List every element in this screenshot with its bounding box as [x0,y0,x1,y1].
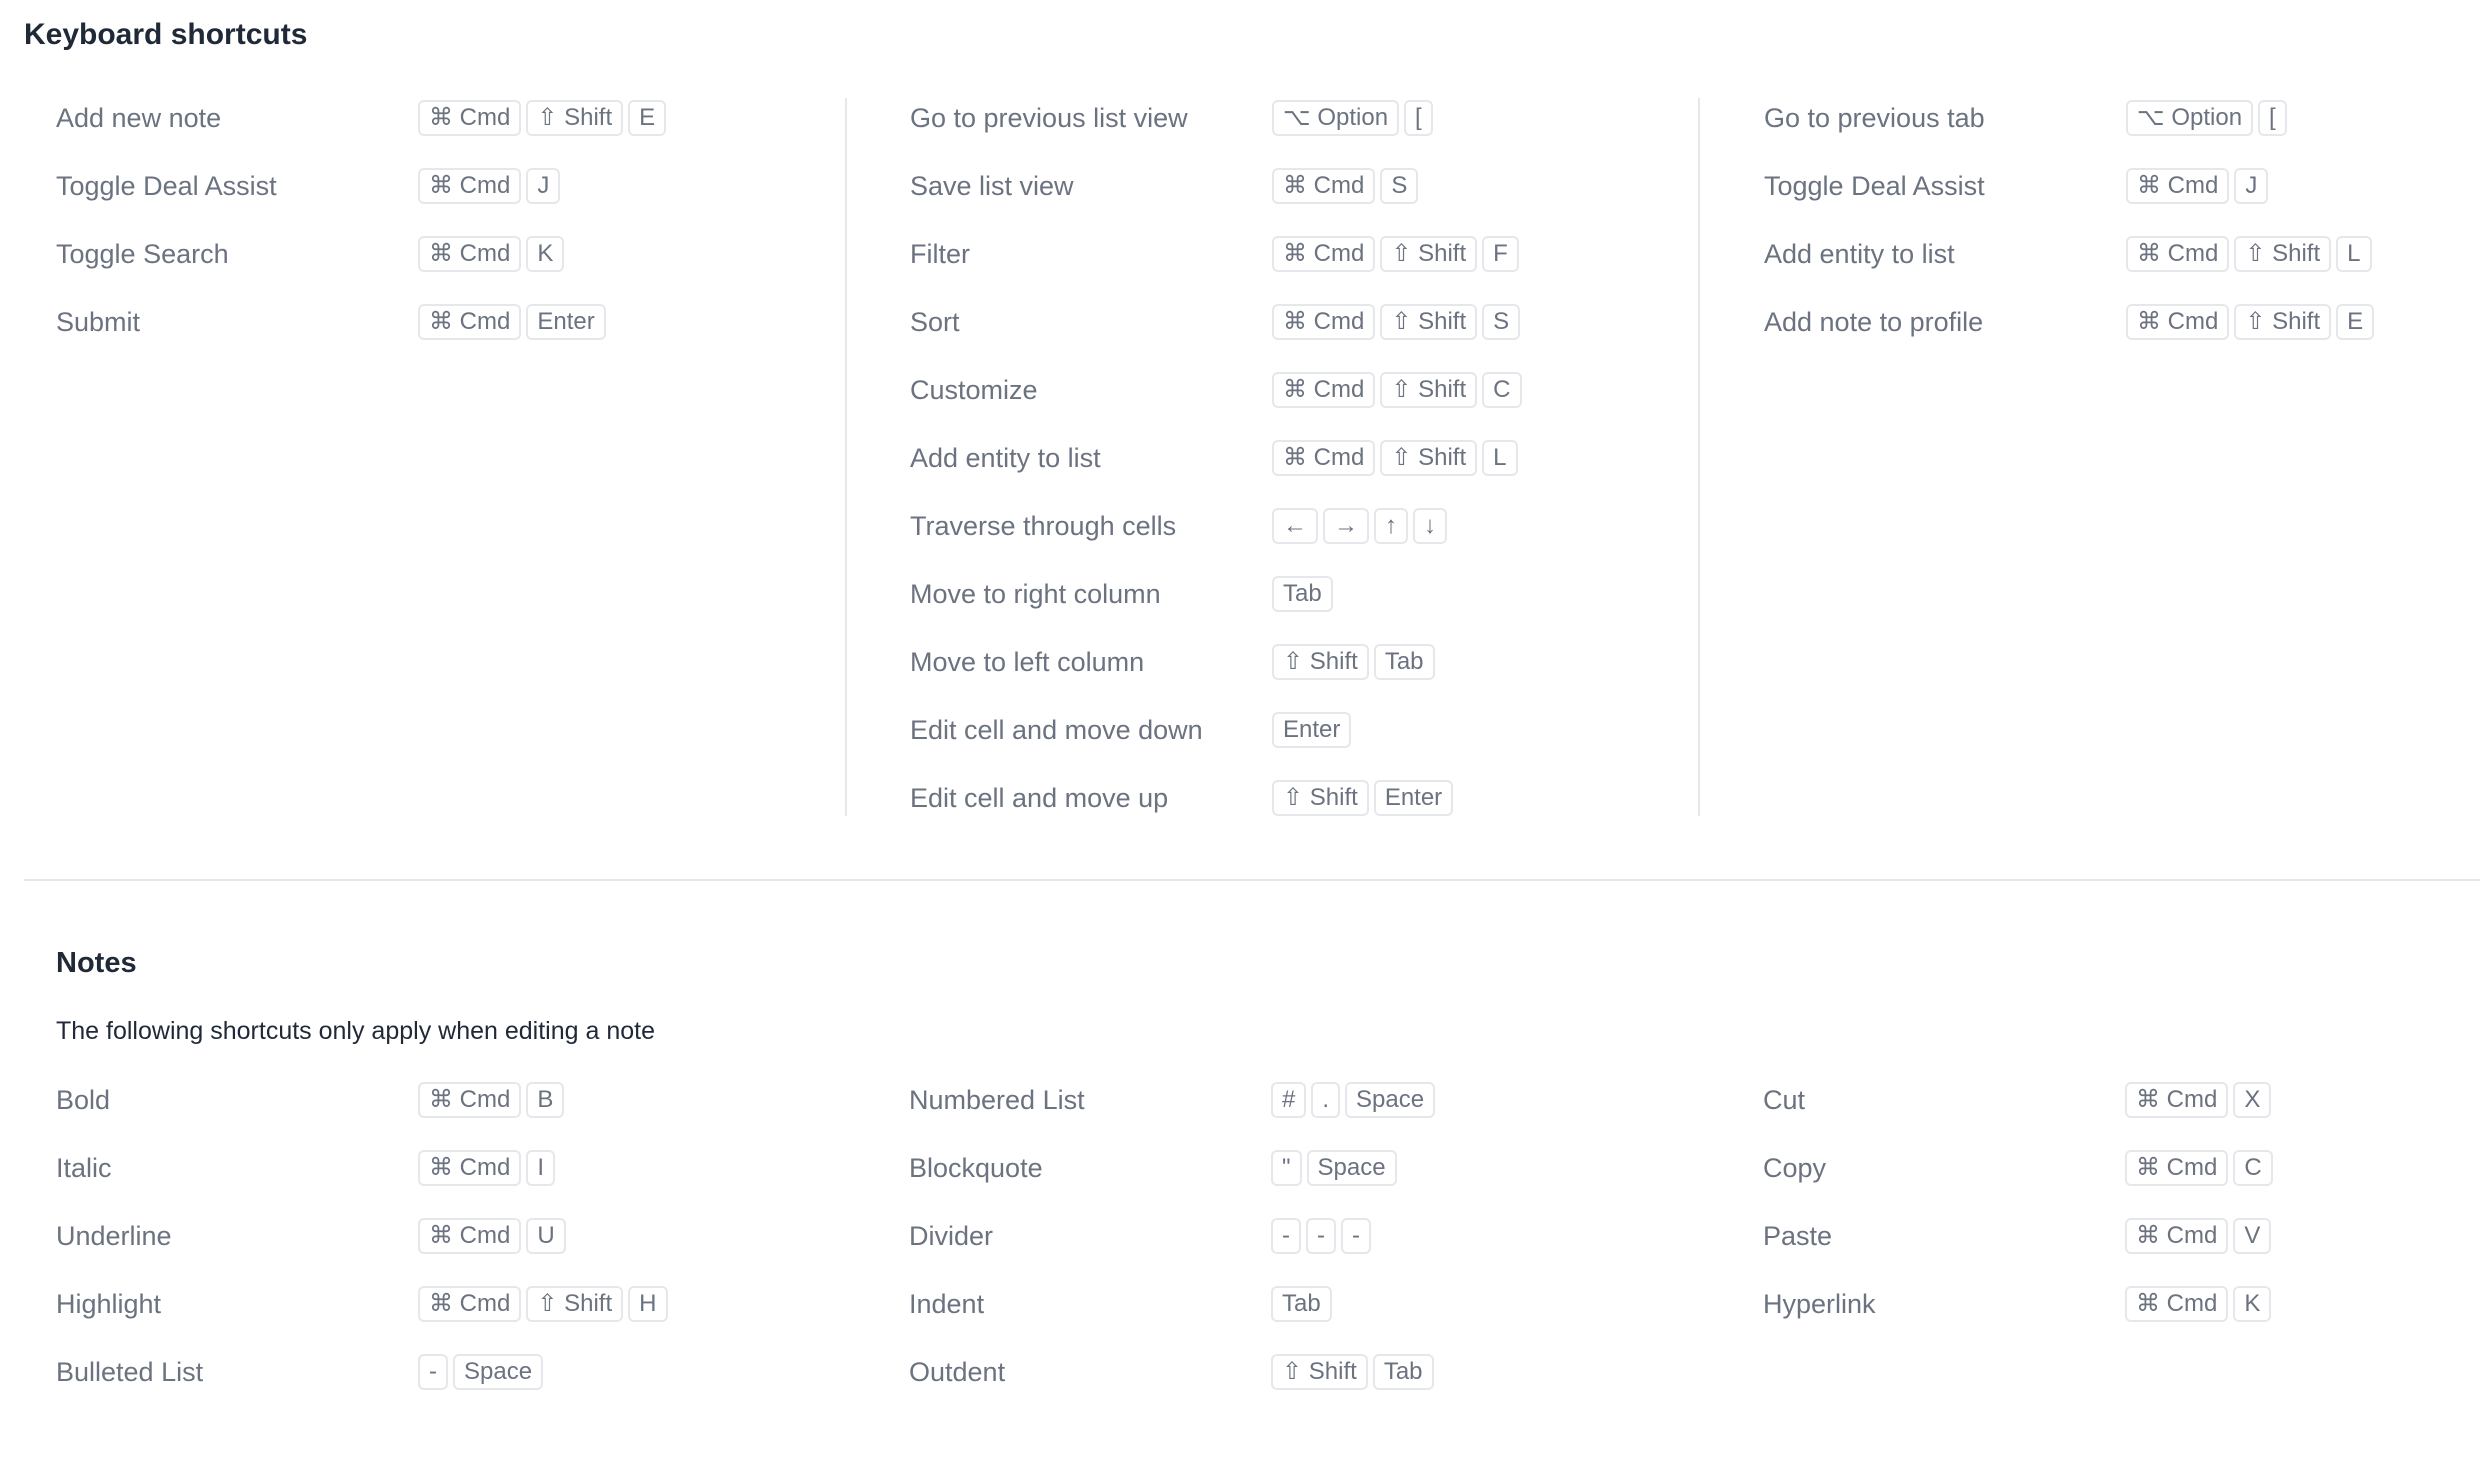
key-cmd: ⌘ Cmd [1272,236,1375,272]
shortcut-keys [1271,1148,1397,1186]
shortcut-label: Blockquote [909,1153,1043,1183]
key-f: F [1482,236,1519,272]
key-e: E [2336,304,2374,340]
shortcut-keys [418,234,564,272]
shortcut-label: Bulleted List [56,1357,204,1387]
key-symbol: . [1311,1082,1340,1118]
shortcut-keys [2125,1080,2271,1118]
key-cmd: ⌘ Cmd [418,168,521,204]
key-l: L [1482,440,1517,476]
key-cmd: ⌘ Cmd [418,1218,521,1254]
shortcut-keys [418,166,560,204]
key-cmd: ⌘ Cmd [418,1082,521,1118]
shortcut-label: Indent [909,1289,985,1319]
key-tab: Tab [1373,1354,1434,1390]
section-divider [24,879,2480,881]
shortcut-row [909,1352,1689,1420]
shortcut-label: Add entity to list [1764,239,1955,269]
key-symbol: [ [1404,100,1433,136]
key-i: I [526,1150,555,1186]
key-symbol: - [418,1354,448,1390]
shortcut-row [1764,234,2480,302]
notes-section-title: Notes [56,947,137,979]
key-shift: ⇧ Shift [1271,1354,1368,1390]
shortcut-keys [2126,166,2268,204]
key-cmd: ⌘ Cmd [418,100,521,136]
shortcut-row [56,1284,836,1352]
key-option: ⌥ Option [2126,100,2253,136]
page-title: Keyboard shortcuts [24,18,308,51]
shortcut-label: Edit cell and move down [910,715,1203,745]
shortcut-keys [1271,1352,1434,1390]
key-l: L [2336,236,2371,272]
key-arrow-left: ← [1272,508,1318,544]
shortcut-label: Save list view [910,171,1074,201]
shortcut-row [1764,302,2480,370]
key-arrow-right: → [1323,508,1369,544]
key-symbol: " [1271,1150,1302,1186]
key-v: V [2233,1218,2271,1254]
shortcut-row [56,234,836,302]
key-cmd: ⌘ Cmd [1272,372,1375,408]
shortcut-keys [1272,778,1453,816]
key-x: X [2233,1082,2271,1118]
shortcut-keys [1272,438,1518,476]
shortcut-keys [2125,1148,2273,1186]
shortcut-keys [1272,166,1418,204]
shortcut-keys [2125,1216,2271,1254]
shortcut-label: Bold [56,1085,111,1115]
shortcut-row [910,506,1690,574]
key-symbol: - [1271,1218,1301,1254]
shortcut-keys [1271,1216,1371,1254]
shortcut-label: Filter [910,239,970,269]
shortcut-label: Add note to profile [1764,307,1984,337]
shortcut-keys [1272,98,1433,136]
shortcut-keys [418,302,606,340]
shortcut-label: Move to right column [910,579,1161,609]
key-k: K [526,236,564,272]
key-shift: ⇧ Shift [1380,236,1477,272]
shortcut-keys [1272,710,1351,748]
shortcut-keys [418,1284,668,1322]
key-cmd: ⌘ Cmd [2125,1286,2228,1322]
shortcut-row [56,166,836,234]
shortcut-row [910,642,1690,710]
key-shift: ⇧ Shift [1272,780,1369,816]
key-cmd: ⌘ Cmd [1272,440,1375,476]
shortcut-keys [418,1216,566,1254]
key-cmd: ⌘ Cmd [418,304,521,340]
shortcut-row [56,1216,836,1284]
notes-shortcuts-column-1 [56,1080,836,1420]
key-tab: Tab [1272,576,1333,612]
key-shift: ⇧ Shift [526,1286,623,1322]
shortcut-label: Divider [909,1221,994,1251]
shortcut-keys [2126,98,2287,136]
shortcut-row [910,302,1690,370]
shortcut-label: Cut [1763,1085,1806,1115]
column-divider [1698,98,1700,816]
shortcut-row [56,1352,836,1420]
key-symbol: [ [2258,100,2287,136]
shortcut-label: Add new note [56,103,222,133]
key-cmd: ⌘ Cmd [418,1286,521,1322]
shortcut-label: Go to previous tab [1764,103,1985,133]
shortcut-label: Go to previous list view [910,103,1188,133]
shortcut-row [909,1284,1689,1352]
key-s: S [1482,304,1520,340]
shortcut-label: Toggle Deal Assist [1764,171,1985,201]
key-cmd: ⌘ Cmd [418,236,521,272]
key-k: K [2233,1286,2271,1322]
shortcut-row [56,1080,836,1148]
shortcut-label: Copy [1763,1153,1827,1183]
shortcut-label: Traverse through cells [910,511,1177,541]
key-symbol: - [1341,1218,1371,1254]
shortcut-label: Toggle Search [56,239,229,269]
key-space: Space [453,1354,543,1390]
shortcut-row [909,1148,1689,1216]
shortcut-row [909,1080,1689,1148]
shortcut-keys [418,1148,555,1186]
general-shortcuts-column-2 [910,98,1690,846]
key-cmd: ⌘ Cmd [2125,1082,2228,1118]
shortcut-keys [1272,574,1333,612]
shortcut-label: Underline [56,1221,172,1251]
shortcut-keys [1272,642,1435,680]
shortcut-keys [418,98,666,136]
shortcut-label: Add entity to list [910,443,1101,473]
shortcut-row [910,370,1690,438]
shortcut-keys [1272,234,1519,272]
shortcut-row [56,302,836,370]
shortcut-row [1764,166,2480,234]
shortcut-row [1764,98,2480,166]
shortcut-row [910,438,1690,506]
shortcut-row [1763,1284,2480,1352]
column-divider [845,98,847,816]
key-j: J [2234,168,2268,204]
shortcut-keys [2126,302,2374,340]
key-j: J [526,168,560,204]
key-cmd: ⌘ Cmd [2126,168,2229,204]
key-space: Space [1307,1150,1397,1186]
key-shift: ⇧ Shift [1272,644,1369,680]
key-enter: Enter [1374,780,1453,816]
key-c: C [2233,1150,2272,1186]
key-s: S [1380,168,1418,204]
key-cmd: ⌘ Cmd [2126,236,2229,272]
key-space: Space [1345,1082,1435,1118]
key-shift: ⇧ Shift [1380,372,1477,408]
key-cmd: ⌘ Cmd [2125,1150,2228,1186]
shortcut-row [910,710,1690,778]
shortcut-keys [1272,370,1522,408]
notes-shortcuts-column-3 [1763,1080,2480,1352]
key-symbol: # [1271,1082,1306,1118]
shortcut-row [910,98,1690,166]
shortcut-row [910,166,1690,234]
shortcut-label: Move to left column [910,647,1145,677]
shortcut-label: Hyperlink [1763,1289,1876,1319]
key-arrow-up: ↑ [1374,508,1408,544]
shortcut-label: Outdent [909,1357,1006,1387]
key-cmd: ⌘ Cmd [2125,1218,2228,1254]
shortcut-label: Submit [56,307,141,337]
shortcut-row [1763,1080,2480,1148]
shortcut-label: Sort [910,307,960,337]
key-h: H [628,1286,667,1322]
key-e: E [628,100,666,136]
shortcut-keys [1272,302,1520,340]
key-shift: ⇧ Shift [1380,440,1477,476]
shortcut-keys [2125,1284,2271,1322]
shortcut-label: Numbered List [909,1085,1085,1115]
key-shift: ⇧ Shift [1380,304,1477,340]
key-enter: Enter [526,304,605,340]
key-tab: Tab [1374,644,1435,680]
key-b: B [526,1082,564,1118]
key-arrow-down: ↓ [1413,508,1447,544]
shortcut-keys [1272,506,1447,544]
key-option: ⌥ Option [1272,100,1399,136]
shortcut-keys [418,1080,564,1118]
shortcut-keys [1271,1284,1332,1322]
shortcut-label: Customize [910,375,1038,405]
shortcut-keys [1271,1080,1435,1118]
shortcut-keys [2126,234,2372,272]
key-symbol: - [1306,1218,1336,1254]
key-cmd: ⌘ Cmd [418,1150,521,1186]
shortcut-row [909,1216,1689,1284]
key-shift: ⇧ Shift [526,100,623,136]
key-enter: Enter [1272,712,1351,748]
shortcut-row [56,98,836,166]
shortcut-label: Edit cell and move up [910,783,1169,813]
key-c: C [1482,372,1521,408]
shortcut-label: Italic [56,1153,112,1183]
shortcut-row [1763,1216,2480,1284]
notes-section-subtitle: The following shortcuts only apply when editing a note [56,1017,655,1045]
shortcut-label: Toggle Deal Assist [56,171,277,201]
shortcut-keys [418,1352,543,1390]
key-u: U [526,1218,565,1254]
shortcut-row [1763,1148,2480,1216]
key-shift: ⇧ Shift [2234,304,2331,340]
key-tab: Tab [1271,1286,1332,1322]
key-shift: ⇧ Shift [2234,236,2331,272]
notes-shortcuts-column-2 [909,1080,1689,1420]
shortcut-row [910,574,1690,642]
shortcut-label: Highlight [56,1289,162,1319]
shortcut-label: Paste [1763,1221,1833,1251]
key-cmd: ⌘ Cmd [1272,168,1375,204]
key-cmd: ⌘ Cmd [1272,304,1375,340]
shortcut-row [56,1148,836,1216]
shortcut-row [910,778,1690,846]
general-shortcuts-column-3 [1764,98,2480,370]
key-cmd: ⌘ Cmd [2126,304,2229,340]
general-shortcuts-column-1 [56,98,836,370]
shortcut-row [910,234,1690,302]
